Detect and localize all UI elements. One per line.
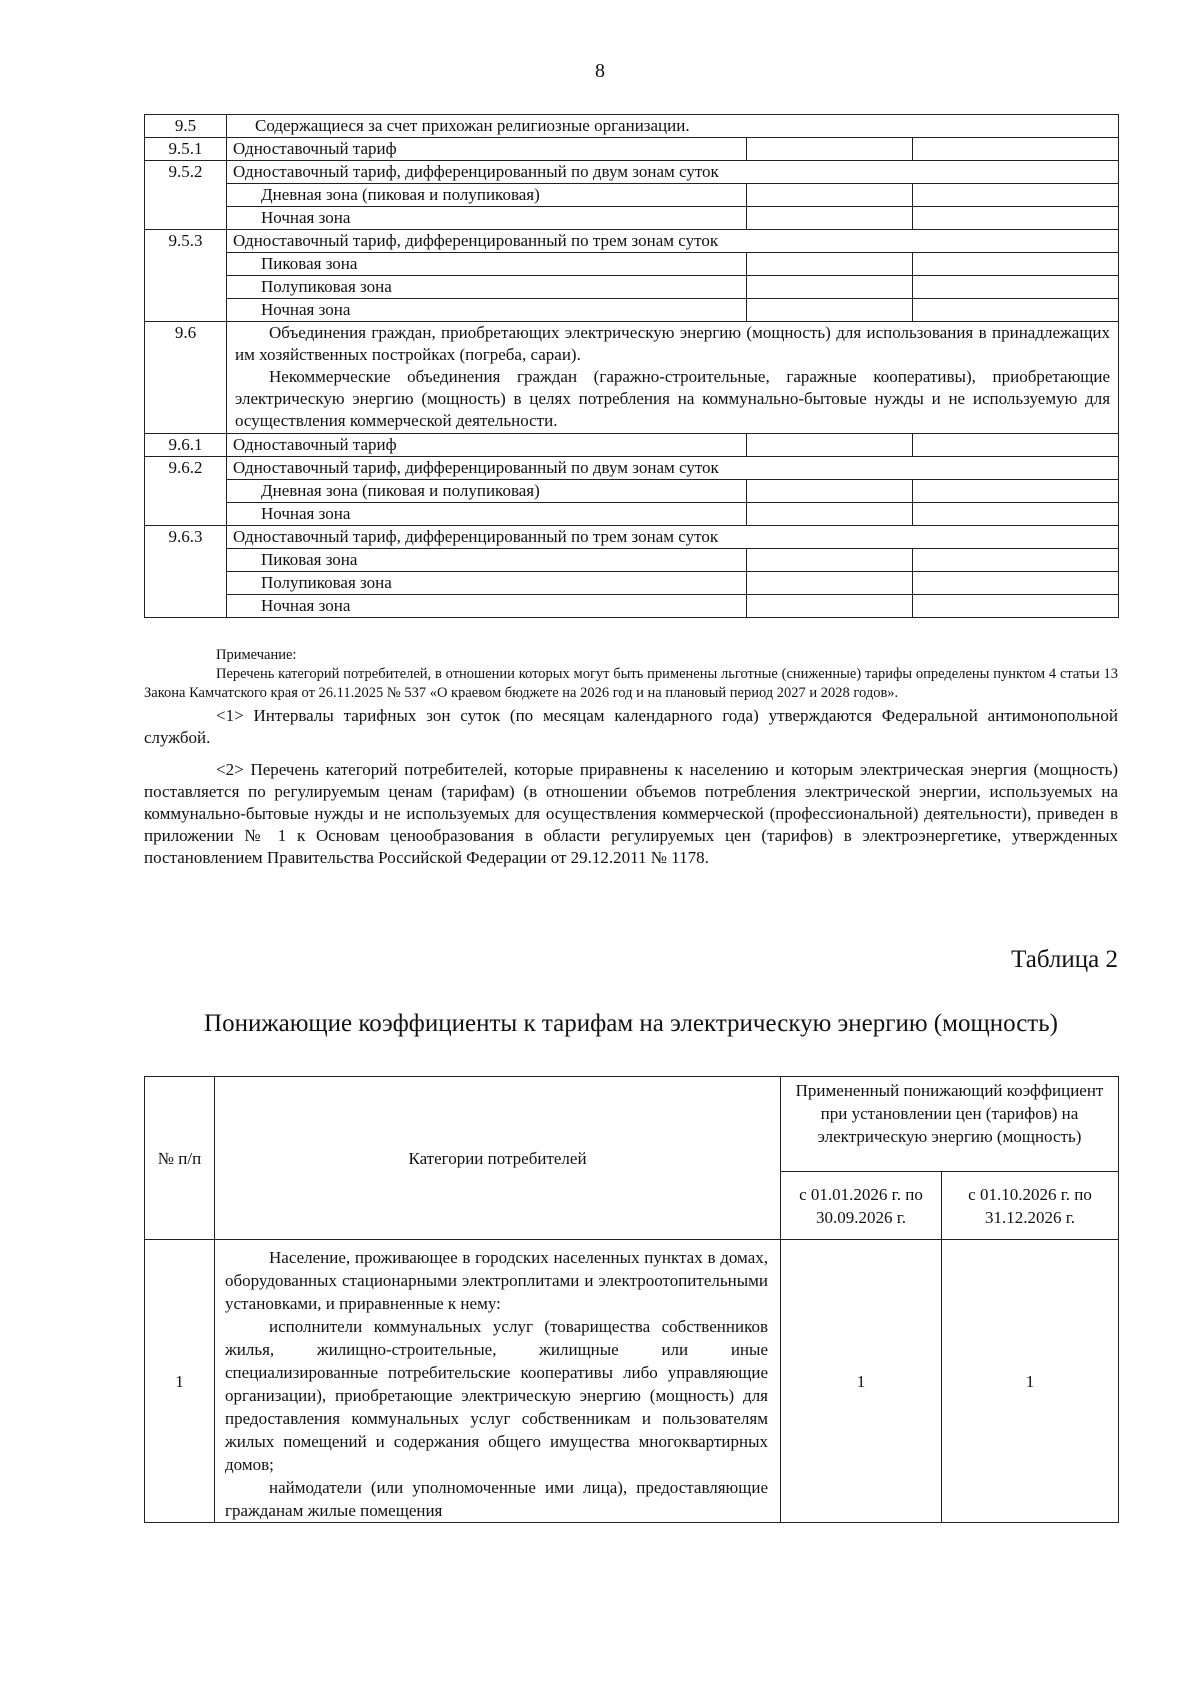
value-cell	[747, 480, 913, 503]
row-category: Одноставочный тариф	[227, 434, 747, 457]
category-paragraph: исполнители коммунальных услуг (товарищества собственников жилья, жилищно-строительные, жилищные или иные специализированные потребительские кооперативы либо управляющие организации), приобретающие электрическую энергию (мощность) для предоставления коммунальных услуг собственникам и пользователям жилых помещений и содержания общего имущества многоквартирных домов;	[225, 1317, 768, 1474]
value-cell	[747, 207, 913, 230]
value-cell	[913, 434, 1119, 457]
table-row	[145, 595, 1119, 618]
row-category: Одноставочный тариф, дифференцированный по двум зонам суток	[227, 457, 1119, 480]
value-cell	[747, 595, 913, 618]
row-category: Одноставочный тариф	[227, 138, 747, 161]
coefficient-value: 1	[942, 1240, 1119, 1523]
zone-label: Пиковая зона	[227, 253, 747, 276]
table-row	[145, 434, 1119, 457]
value-cell	[913, 207, 1119, 230]
row-number: 9.5.1	[145, 138, 227, 161]
table-row	[145, 1240, 1119, 1523]
row-number: 9.6	[145, 322, 227, 434]
footnote-1: <1> Интервалы тарифных зон суток (по месяцам календарного года) утверждаются Федеральной антимонопольной службой.	[144, 706, 1118, 747]
tariff-table-continuation	[144, 114, 1119, 618]
table-row	[145, 480, 1119, 503]
zone-label: Ночная зона	[227, 299, 747, 322]
footnote-2: <2> Перечень категорий потребителей, которые приравнены к населению и которым электрическая энергия (мощность) поставляется по регулируемым ценам (тарифам) (в отношении объемов потребления электрической энергии, используемых на коммунально-бытовые нужды и не используемых для осуществления коммерческой (профессиональной) деятельности), приведен в приложении № 1 к Основам ценообразования в области регулируемых цен (тарифов) в электроэнергетике, утвержденных постановлением Правительства Российской Федерации от 29.12.2011 № 1178.	[144, 760, 1118, 867]
table-row	[145, 457, 1119, 480]
value-cell	[747, 572, 913, 595]
value-cell	[747, 184, 913, 207]
coefficients-table	[144, 1076, 1119, 1523]
row-number: 9.6.3	[145, 526, 227, 618]
row-category	[215, 1240, 781, 1523]
zone-label: Ночная зона	[227, 595, 747, 618]
row-category: Одноставочный тариф, дифференцированный по трем зонам суток	[227, 526, 1119, 549]
value-cell	[913, 595, 1119, 618]
zone-label: Полупиковая зона	[227, 276, 747, 299]
notes-section	[144, 646, 1118, 869]
value-cell	[913, 276, 1119, 299]
row-number: 9.5	[145, 115, 227, 138]
value-cell	[747, 434, 913, 457]
coefficient-value: 1	[781, 1240, 942, 1523]
category-paragraph: Население, проживающее в городских населенных пунктах в домах, оборудованных стационарными электроплитами и электроотопительными установками, и приравненные к нему:	[225, 1248, 768, 1313]
header-number: № п/п	[145, 1077, 215, 1240]
value-cell	[913, 138, 1119, 161]
value-cell	[913, 549, 1119, 572]
value-cell	[913, 184, 1119, 207]
table-row	[145, 572, 1119, 595]
header-row	[145, 1077, 1119, 1172]
table-row	[145, 299, 1119, 322]
header-category: Категории потребителей	[215, 1077, 781, 1240]
table-row	[145, 549, 1119, 572]
value-cell	[913, 299, 1119, 322]
value-cell	[913, 480, 1119, 503]
note-paragraph: Перечень категорий потребителей, в отношении которых могут быть применены льготные (сниженные) тарифы определены пунктом 4 статьи 13 Закона Камчатского края от 26.11.2025 № 537 «О краевом бюджете на 2026 год и на плановый период 2027 и 2028 годов».	[144, 666, 1118, 701]
row-number: 9.5.3	[145, 230, 227, 322]
note-small	[144, 646, 1118, 703]
page-number: 8	[595, 60, 605, 82]
table-row	[145, 230, 1119, 253]
table-row	[145, 503, 1119, 526]
table-row	[145, 276, 1119, 299]
header-period-2: с 01.10.2026 г. по 31.12.2026 г.	[942, 1172, 1119, 1240]
header-coefficient: Примененный понижающий коэффициент при установлении цен (тарифов) на электрическую энергию (мощность)	[781, 1077, 1119, 1172]
zone-label: Ночная зона	[227, 207, 747, 230]
row-category	[227, 322, 1119, 434]
category-paragraph: наймодатели (или уполномоченные ими лица), предоставляющие гражданам жилые помещения	[225, 1478, 768, 1520]
table-row	[145, 526, 1119, 549]
value-cell	[747, 503, 913, 526]
value-cell	[913, 572, 1119, 595]
zone-label: Полупиковая зона	[227, 572, 747, 595]
value-cell	[747, 253, 913, 276]
table-row	[145, 138, 1119, 161]
zone-label: Дневная зона (пиковая и полупиковая)	[227, 480, 747, 503]
category-paragraph: Некоммерческие объединения граждан (гаражно-строительные, гаражные кооперативы), приобретающие электрическую энергию (мощность) в целях потребления на коммунально-бытовые нужды и не используемую для осуществления коммерческой деятельности.	[235, 367, 1111, 430]
row-number: 9.6.1	[145, 434, 227, 457]
value-cell	[747, 299, 913, 322]
row-number: 9.6.2	[145, 457, 227, 526]
table-label: Таблица 2	[1011, 946, 1118, 973]
row-number: 9.5.2	[145, 161, 227, 230]
row-category: Одноставочный тариф, дифференцированный по двум зонам суток	[227, 161, 1119, 184]
value-cell	[747, 549, 913, 572]
zone-label: Ночная зона	[227, 503, 747, 526]
value-cell	[913, 503, 1119, 526]
row-number: 1	[145, 1240, 215, 1523]
row-category: Одноставочный тариф, дифференцированный по трем зонам суток	[227, 230, 1119, 253]
table-row	[145, 207, 1119, 230]
header-period-1: с 01.01.2026 г. по 30.09.2026 г.	[781, 1172, 942, 1240]
table-row	[145, 322, 1119, 434]
table-row	[145, 115, 1119, 138]
table-row	[145, 161, 1119, 184]
table-row	[145, 253, 1119, 276]
value-cell	[747, 276, 913, 299]
table-row	[145, 184, 1119, 207]
row-category: Содержащиеся за счет прихожан религиозные организации.	[227, 115, 1119, 138]
value-cell	[747, 138, 913, 161]
table-title: Понижающие коэффициенты к тарифам на электрическую энергию (мощность)	[204, 1010, 1058, 1037]
zone-label: Дневная зона (пиковая и полупиковая)	[227, 184, 747, 207]
value-cell	[913, 253, 1119, 276]
zone-label: Пиковая зона	[227, 549, 747, 572]
note-label: Примечание:	[216, 647, 297, 663]
category-paragraph: Объединения граждан, приобретающих электрическую энергию (мощность) для использования в принадлежащих им хозяйственных постройках (погреба, сараи).	[235, 323, 1111, 364]
